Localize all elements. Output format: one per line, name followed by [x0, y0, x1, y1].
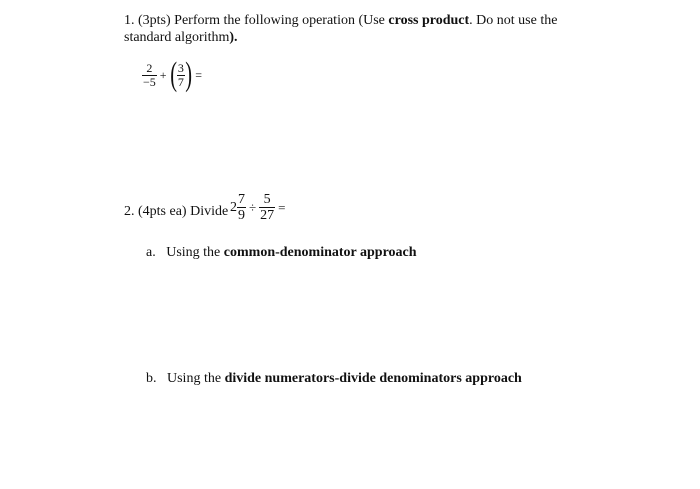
fraction-denominator: 7 — [177, 74, 184, 89]
question-1-line-2-text: standard algorithm — [124, 30, 230, 45]
part-a-marker: a. — [146, 245, 156, 260]
fraction-3-over-7 — [177, 62, 185, 89]
question-1-line-2-bold: ). — [229, 30, 238, 45]
right-paren: ) — [185, 56, 192, 93]
part-b — [146, 370, 522, 387]
part-b-bold-term: divide numerators-divide denominators approach — [224, 371, 522, 386]
fraction-numerator: 5 — [263, 192, 271, 207]
fraction-numerator: 3 — [177, 60, 184, 75]
fraction-numerator: 2 — [146, 60, 153, 75]
question-2-expression — [230, 192, 288, 223]
question-1-bold-term: cross product — [388, 13, 470, 28]
plus-sign: + — [159, 67, 167, 82]
fraction-denominator: −5 — [143, 74, 156, 89]
fraction-denominator: 9 — [238, 208, 245, 223]
question-1-line-2 — [124, 29, 238, 46]
equals-sign: = — [278, 199, 286, 215]
division-sign: ÷ — [249, 199, 257, 215]
part-b-text: Using the — [167, 371, 225, 386]
fraction-2-over-neg5 — [142, 62, 157, 89]
part-a — [146, 244, 417, 261]
question-2-label: 2. (4pts ea) Divide — [124, 204, 229, 219]
question-1-expression — [142, 58, 205, 92]
part-a-bold-term: common-denominator approach — [223, 245, 417, 260]
fraction-7-over-9 — [237, 192, 246, 223]
part-b-marker: b. — [146, 371, 157, 386]
part-a-text: Using the — [166, 245, 224, 260]
question-1-line-1 — [124, 12, 557, 29]
fraction-numerator: 7 — [238, 192, 245, 207]
fraction-5-over-27 — [259, 192, 275, 223]
equals-sign: = — [195, 67, 202, 82]
fraction-denominator: 27 — [260, 208, 275, 223]
mixed-number-whole: 2 — [230, 199, 237, 215]
question-1-text: 1. (3pts) Perform the following operation (Use — [124, 13, 389, 28]
question-1-text-end: . Do not use the — [469, 13, 558, 28]
left-paren: ( — [169, 56, 177, 93]
